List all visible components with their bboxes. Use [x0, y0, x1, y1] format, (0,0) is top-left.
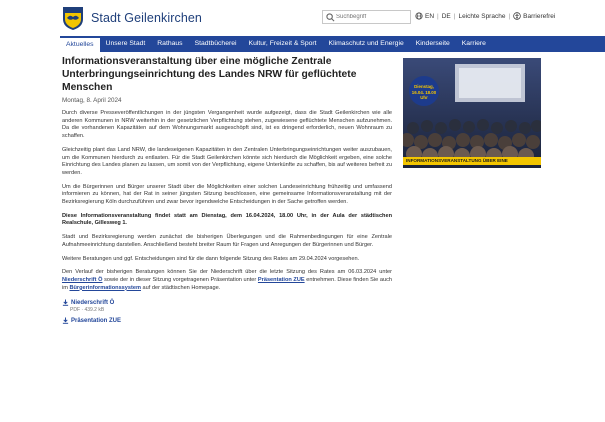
download-icon [62, 299, 69, 306]
audience-photo [403, 58, 541, 168]
download-label[interactable]: Niederschrift Ö [71, 299, 115, 306]
nav-item-unsere-stadt[interactable]: Unsere Stadt [105, 40, 146, 47]
nav-item-stadtbuecherei[interactable]: Stadtbücherei [194, 40, 237, 47]
event-teaser-image[interactable] [403, 58, 541, 168]
city-coat-of-arms-logo[interactable] [62, 6, 84, 31]
text-segment: Den Verlauf der bisherigen Beratungen können Sie der Niederschrift über die letzte Sitzung des Rates am 06.03.2024 unter [62, 269, 392, 276]
nav-item-aktuelles[interactable]: Aktuelles [60, 36, 100, 52]
meta-links [415, 12, 555, 20]
nav-item-klimaschutz-energie[interactable]: Klimaschutz und Energie [328, 40, 404, 47]
search-icon[interactable] [326, 13, 335, 22]
article-paragraph-highlight [62, 213, 392, 228]
nav-item-kinderseite[interactable]: Kinderseite [415, 40, 450, 47]
lang-en-link[interactable]: EN [425, 12, 435, 20]
site-header [0, 0, 605, 36]
easy-language-link[interactable]: Leichte Sprache [458, 12, 506, 20]
download-icon [62, 317, 69, 324]
event-announcement: Diese Informationsveranstaltung findet statt am Dienstag, dem 16.04.2024, 18.00 Uhr, in der Aula der städtischen Realschule, Gillesweg 1. [62, 212, 392, 227]
article-paragraph: Weitere Beratungen und ggf. Entscheidungen sind für die dann folgende Sitzung des Rates am 29.04.2024 vorgesehen. [62, 255, 360, 262]
niederschrift-link[interactable]: Niederschrift Ö [62, 276, 103, 283]
article-date: Montag, 8. April 2024 [62, 97, 122, 104]
separator: | [453, 12, 456, 20]
download-file-info: PDF · 439.2 kB [70, 307, 105, 314]
separator: | [508, 12, 511, 20]
download-praesentation[interactable] [62, 317, 392, 324]
lang-de-link[interactable]: DE [441, 12, 451, 20]
buergerinformationssystem-link[interactable]: Bürgerinformationssystem [69, 284, 141, 291]
site-title[interactable]: Stadt Geilenkirchen [91, 11, 202, 25]
search-box[interactable] [322, 10, 411, 24]
accessibility-icon [513, 12, 521, 20]
praesentation-link[interactable]: Präsentation ZUE [257, 276, 305, 283]
main-navigation [60, 36, 605, 52]
article-paragraph: Gleichzeitig plant das Land NRW, die landeseigenen Kapazitäten in den Zentralen Unterbringungseinrichtungen weiter auszubauen, um die Kommunen hierdurch zu entlasten. Für die Stadt Geilenkirchen könnte sich hierdurch die Möglichkeit ergeben, eine solche Einrichtung des Landes planen zu lassen, um somit von der Verpflichtung, eigene Unterkünfte zu schaffen, bis auf weiteres befreit zu werden. [62, 146, 392, 176]
article-paragraph: Stadt und Bezirksregierung werden zunächst die bisherigen Überlegungen und die Rahmenbedingungen für eine Zentrale Aufnahmeeinrichtung darstellen. Anschließend besteht breiter Raum für Fragen und Anregungen der Bürgerinnen und Bürger. [62, 234, 392, 248]
article-paragraph: Um die Bürgerinnen und Bürger unserer Stadt über die Möglichkeiten einer solchen Landeseinrichtung frühzeitig und umfassend informieren zu können, hat der Rat in seiner jüngsten Sitzung beschlossen, eine gemeinsame Informationsveranstaltung mit der Bezirksregierung Köln durchzuführen und zwar bevor irgendwelche Entscheidungen in der Sache getroffen werden. [62, 183, 392, 206]
article-title: Informationsveranstaltung über eine mögliche Zentrale Unterbringungseinrichtung des Landes NRW für geflüchtete Menschen [62, 56, 357, 93]
nav-item-karriere[interactable]: Karriere [461, 40, 486, 47]
article-paragraph-links [62, 269, 392, 292]
text-segment: sowie der in dieser Sitzung vorgetragenen Präsentation unter [104, 276, 257, 283]
download-niederschrift[interactable] [62, 299, 392, 306]
accessibility-link[interactable]: Barrierefrei [523, 12, 556, 20]
text-segment: auf der städtischen Homepage. [142, 284, 221, 291]
teaser-banner: INFORMATIONSVERANSTALTUNG ÜBER EINE [403, 157, 541, 165]
separator: | [437, 12, 439, 20]
nav-item-kultur-freizeit-sport[interactable]: Kultur, Freizeit & Sport [248, 40, 317, 47]
text-segment: entnehmen. Diese finden Sie auch im [62, 276, 392, 291]
search-input[interactable] [336, 11, 408, 23]
downloads-list [62, 299, 392, 324]
globe-icon [415, 12, 423, 20]
article-paragraph: Durch diverse Presseveröffentlichungen in der jüngsten Vergangenheit wurde aufgezeigt, dass die Stadt Geilenkirchen wie alle anderen Kommunen in NRW weiterhin in der gesetzlichen Verpflichtung stehen, zugewiesene geflüchtete Menschen aufzunehmen. Da die vorhandenen Kapazitäten auf dem Wohnungsmarkt ausgeschöpft sind, ist es dringend erforderlich, neuen Wohnraum zu schaffen. [62, 110, 392, 140]
download-label[interactable]: Präsentation ZUE [71, 317, 122, 324]
article [62, 54, 392, 324]
event-date-badge: Dienstag, 16.04. 18.00 Uhr [409, 76, 439, 106]
nav-item-rathaus[interactable]: Rathaus [157, 40, 183, 47]
